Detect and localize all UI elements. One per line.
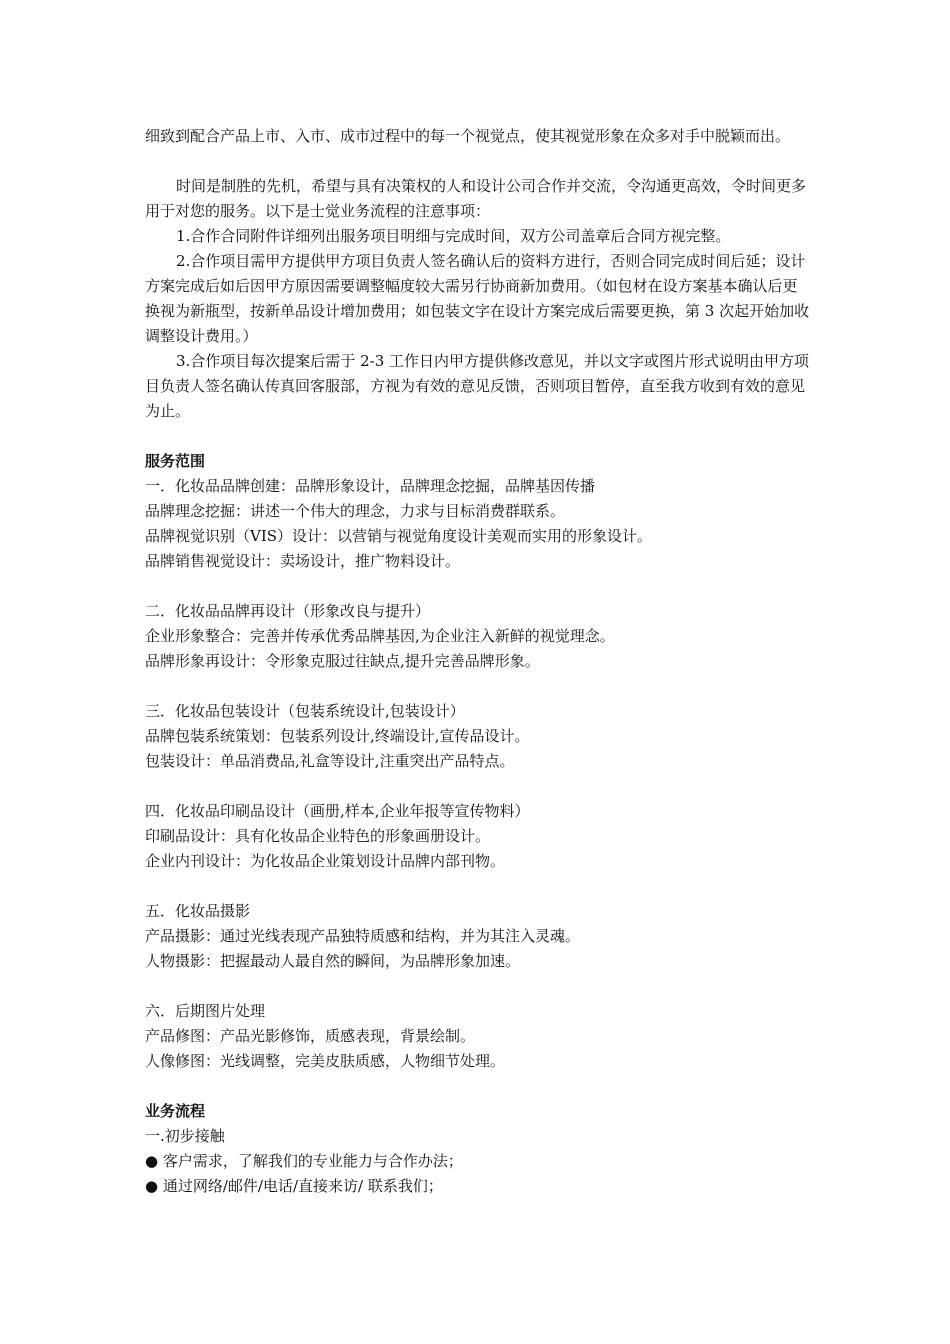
service-4-line: 印刷品设计：具有化妆品企业特色的形象画册设计。 — [145, 827, 491, 845]
service-3-line: 品牌包装系统策划：包装系列设计,终端设计,宣传品设计。 — [145, 727, 530, 745]
process-bullet: ● 客户需求，了解我们的专业能力与合作办法； — [145, 1152, 463, 1170]
service-3-line: 包装设计：单品消费品,礼盒等设计,注重突出产品特点。 — [145, 752, 515, 770]
process-bullet: ● 通过网络/邮件/电话/直接来访/ 联系我们； — [145, 1177, 443, 1195]
service-6-title: 六．后期图片处理 — [145, 1002, 266, 1020]
spacer — [145, 574, 810, 599]
service-3-title: 三．化妆品包装设计（包装系统设计,包装设计） — [145, 702, 465, 720]
service-2-line: 品牌形象再设计：令形象克服过往缺点,提升完善品牌形象。 — [145, 652, 540, 670]
service-6-line: 人像修图：光线调整，完美皮肤质感，人物细节处理。 — [145, 1052, 506, 1070]
service-1-line: 品牌理念挖掘：讲述一个伟大的理念，力求与目标消费群联系。 — [145, 502, 566, 520]
notice-item-3: 3.合作项目每次提案后需于 2-3 工作日内甲方提供修改意见，并以文字或图片形式说明由甲方项目负责人签名确认传真回客服部，方视为有效的意见反馈，否则项目暂停，直至我方收到有效的意见为止。 — [145, 352, 810, 420]
service-2-line: 企业形象整合：完善并传承优秀品牌基因,为企业注入新鲜的视觉理念。 — [145, 627, 615, 645]
spacer — [145, 149, 810, 174]
notice-item-1: 1.合作合同附件详细列出服务项目明细与完成时间，双方公司盖章后合同方视完整。 — [176, 227, 731, 245]
service-1-title: 一．化妆品品牌创建：品牌形象设计，品牌理念挖掘，品牌基因传播 — [145, 477, 596, 495]
service-2-title: 二．化妆品品牌再设计（形象改良与提升） — [145, 602, 431, 620]
service-5-line: 产品摄影：通过光线表现产品独特质感和结构，并为其注入灵魂。 — [145, 927, 581, 945]
services-heading: 服务范围 — [145, 452, 206, 470]
spacer — [145, 774, 810, 799]
service-4-title: 四．化妆品印刷品设计（画册,样本,企业年报等宣传物料） — [145, 802, 530, 820]
service-6-line: 产品修图：产品光影修饰，质感表现，背景绘制。 — [145, 1027, 476, 1045]
spacer — [145, 974, 810, 999]
process-step-title: 一.初步接触 — [145, 1127, 225, 1145]
service-5-line: 人物摄影：把握最动人最自然的瞬间，为品牌形象加速。 — [145, 952, 521, 970]
service-4-line: 企业内刊设计：为化妆品企业策划设计品牌内部刊物。 — [145, 852, 506, 870]
process-heading: 业务流程 — [145, 1102, 206, 1120]
document-body — [145, 124, 810, 1199]
spacer — [145, 1074, 810, 1099]
spacer — [145, 674, 810, 699]
notice-item-2: 2.合作项目需甲方提供甲方项目负责人签名确认后的资料方进行，否则合同完成时间后延；设计方案完成后如后因甲方原因需要调整幅度较大需另行协商新加费用。（如包材在设方案基本确认后更换视为新瓶型，按新单品设计增加费用；如包装文字在设计方案完成后需要更换，第 3 次起开始加收调整设计费用。） — [145, 252, 810, 345]
spacer — [145, 424, 810, 449]
service-5-title: 五．化妆品摄影 — [145, 902, 251, 920]
service-1-line: 品牌销售视觉设计：卖场设计，推广物料设计。 — [145, 552, 461, 570]
spacer — [145, 874, 810, 899]
intro-paragraph-1: 细致到配合产品上市、入市、成市过程中的每一个视觉点，使其视觉形象在众多对手中脱颖而出。 — [145, 127, 791, 145]
intro-paragraph-2: 时间是制胜的先机，希望与具有决策权的人和设计公司合作并交流，令沟通更高效，令时间更多用于对您的服务。以下是士觉业务流程的注意事项： — [145, 177, 807, 220]
service-1-line: 品牌视觉识别（VIS）设计：以营销与视觉角度设计美观而实用的形象设计。 — [145, 527, 653, 545]
